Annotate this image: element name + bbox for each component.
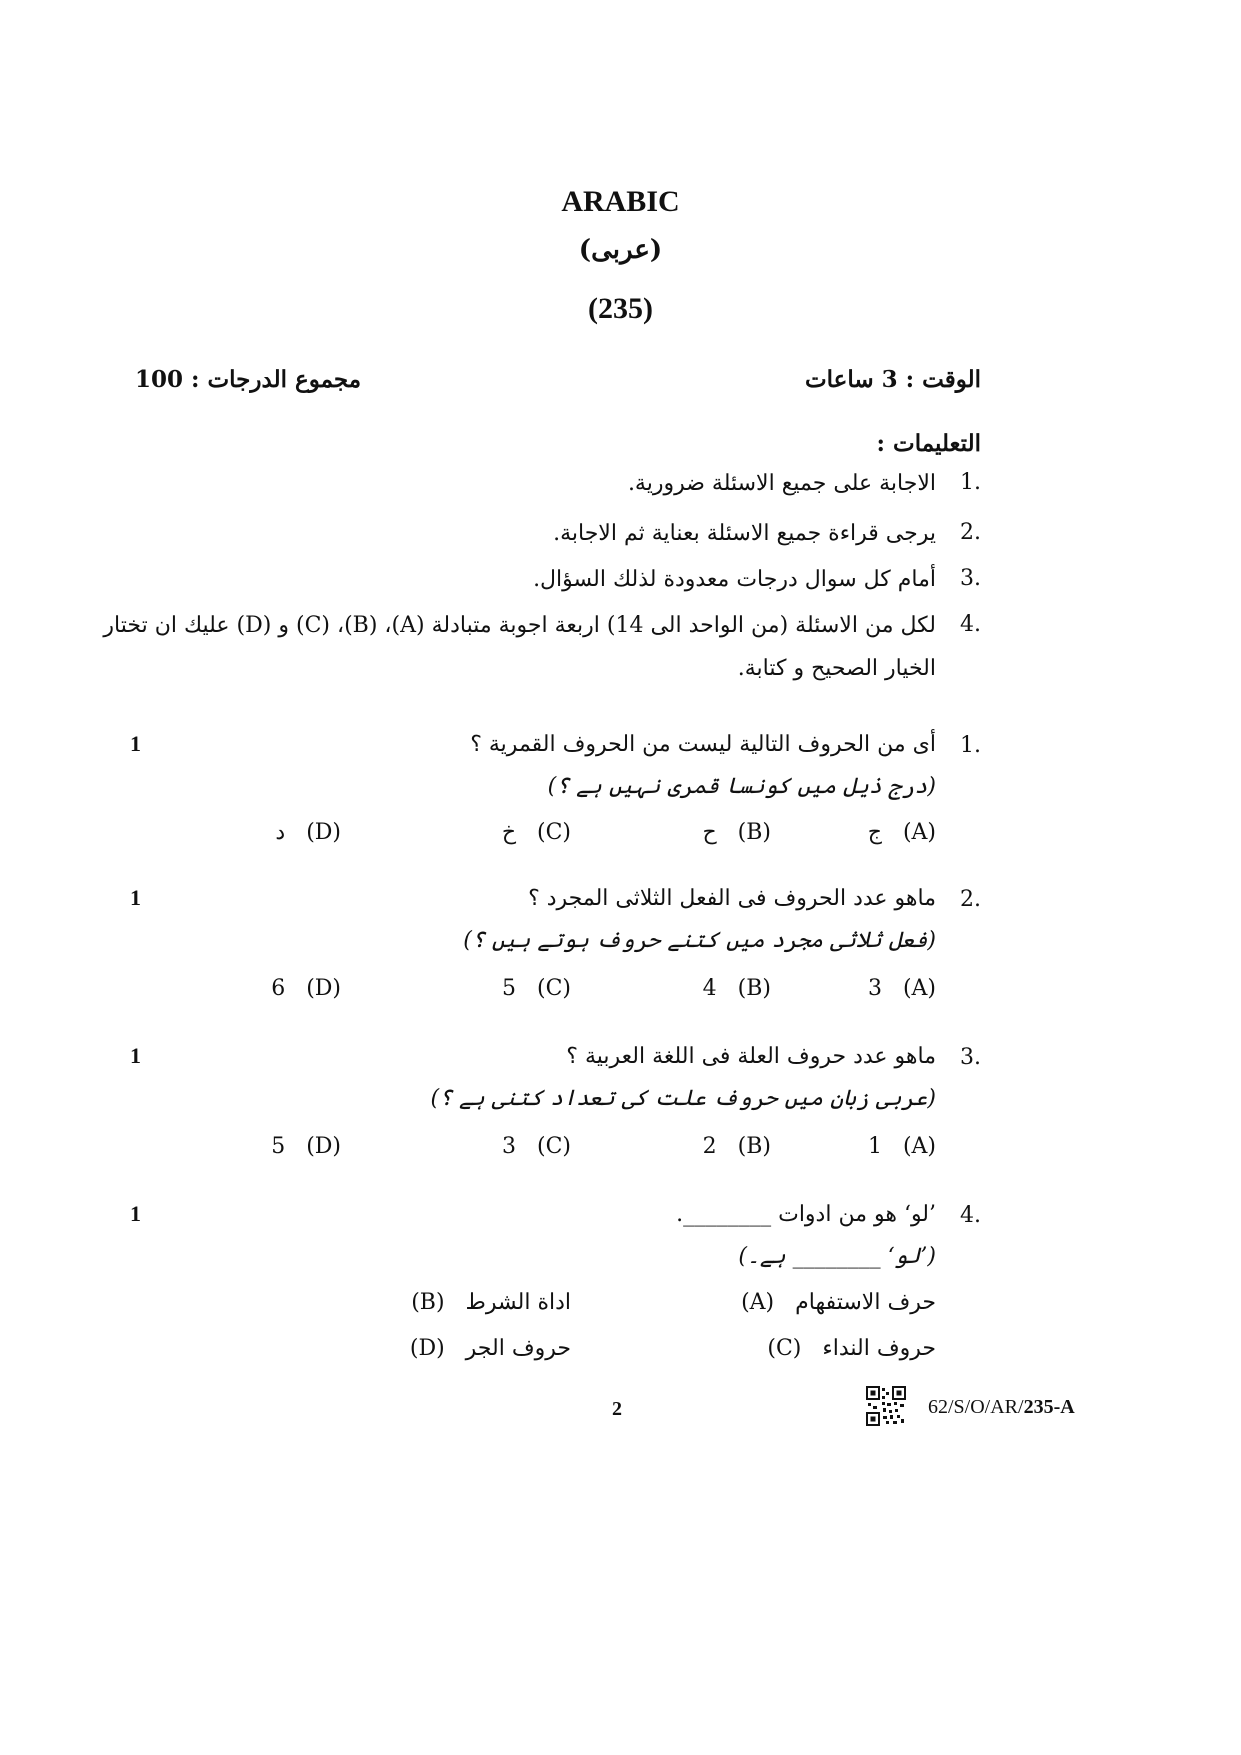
paper-subtitle: (عربی) [578, 235, 663, 265]
paper-code-footer: 62/S/O/AR/235-A [928, 1396, 1075, 1418]
qr-code-icon [866, 1386, 906, 1426]
question-text-arabic: أی من الحروف التالية ليست من الحروف القمرية ؟ [470, 732, 936, 757]
question-text-arabic: ’لو‘ هو من ادوات ________. [676, 1202, 936, 1227]
instruction-number: 4. [960, 612, 981, 637]
time-label: الوقت : 3 ساعات [804, 366, 981, 393]
instruction-number: 1. [960, 470, 981, 495]
question-text-arabic: ماهو عدد حروف العلة فی اللغة العربية ؟ [566, 1044, 936, 1069]
instruction-text: لکل من الاسئلة (من الواحد الی 14) اربعة اجوبة متبادلة (A)، (B)، (C) و (D) عليك ان تختار [103, 613, 936, 638]
option-d[interactable]: (D) حروف الجر [409, 1336, 571, 1361]
option-b[interactable]: 4 (B) [702, 976, 771, 1001]
option-c[interactable]: خ (C) [501, 820, 571, 845]
paper-title: ARABIC [561, 185, 680, 218]
question-marks: 1 [130, 1201, 141, 1226]
instruction-number: 3. [960, 566, 981, 591]
instruction-text: الاجابة علی جميع الاسئلة ضرورية. [627, 471, 936, 496]
option-b[interactable]: 2 (B) [702, 1134, 771, 1159]
option-a[interactable]: 1 (A) [867, 1134, 936, 1159]
question-text-arabic: ماهو عدد الحروف فی الفعل الثلاثی المجرد ؟ [528, 886, 936, 911]
option-b[interactable]: ح (B) [702, 820, 771, 845]
total-marks-label: مجموع الدرجات : 100 [135, 366, 362, 393]
option-d[interactable]: د (D) [275, 820, 341, 845]
question-marks: 1 [130, 885, 141, 910]
question-number: 1. [960, 733, 981, 758]
option-a[interactable]: 3 (A) [867, 976, 936, 1001]
question-text-urdu: (عربی زبان ميں حروف علت کی تعداد کتنی ہے ؟) [430, 1086, 936, 1111]
option-d[interactable]: 6 (D) [271, 976, 341, 1001]
instruction-text: يرجی قراءة جميع الاسئلة بعناية ثم الاجابة. [553, 521, 936, 546]
question-number: 4. [960, 1203, 981, 1228]
instruction-text: أمام کل سوال درجات معدودة لذلك السؤال. [533, 567, 936, 592]
option-c[interactable]: 3 (C) [502, 1134, 571, 1159]
option-c[interactable]: (C) حروف النداء [767, 1336, 936, 1361]
question-text-urdu: (فعل ثلاثی مجرد ميں کتنے حروف ہوتے ہيں ؟) [463, 928, 936, 953]
option-c[interactable]: 5 (C) [502, 976, 571, 1001]
instructions-heading: التعليمات : [876, 430, 981, 457]
instruction-number: 2. [960, 520, 981, 545]
question-text-urdu: (درج ذيل ميں کونسا قمری نہيں ہے ؟) [547, 774, 936, 799]
question-marks: 1 [130, 731, 141, 756]
instruction-text-continued: الخيار الصحيح و کتابة. [737, 656, 936, 681]
question-number: 2. [960, 887, 981, 912]
question-number: 3. [960, 1045, 981, 1070]
question-text-urdu: (’لو‘ ________ ہے۔) [738, 1244, 936, 1269]
option-a[interactable]: ج (A) [867, 820, 936, 845]
option-a[interactable]: (A) حرف الاستفهام [741, 1290, 936, 1315]
page-number: 2 [612, 1398, 622, 1420]
option-b[interactable]: (B) اداة الشرط [411, 1290, 571, 1315]
question-marks: 1 [130, 1043, 141, 1068]
paper-code: (235) [588, 292, 653, 325]
option-d[interactable]: 5 (D) [271, 1134, 341, 1159]
